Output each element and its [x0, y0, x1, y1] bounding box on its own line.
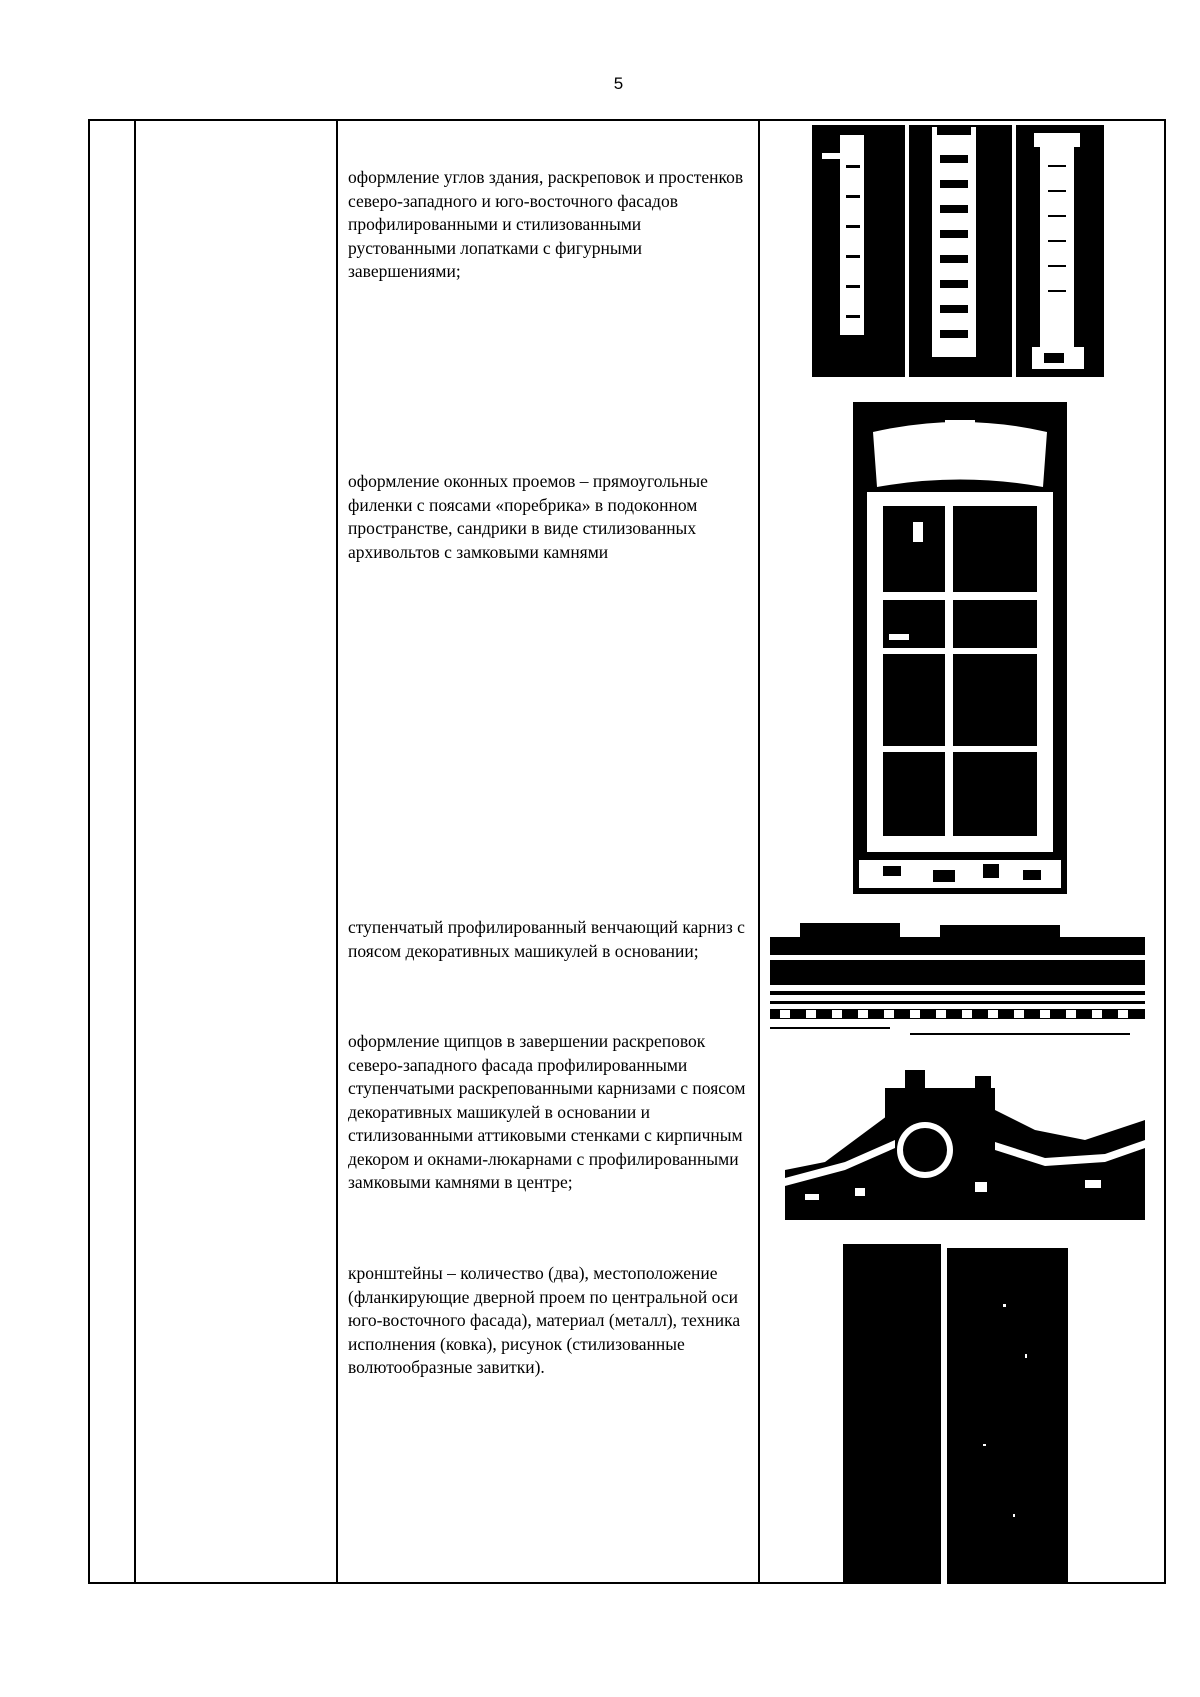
column-divider [134, 121, 136, 1582]
photo-gable [785, 1070, 1145, 1220]
photo-crowning-cornice [770, 915, 1145, 1043]
item-description: кронштейны – количество (два), местоположение (фланкирующие дверной проем по центральной оси юго-восточного фасада), материал (металл), техника исполнения (ковка), рисунок (стилизованные волютообразные завитки). [348, 1263, 741, 1377]
photo-brackets [843, 1244, 1068, 1584]
photo-rusticated-pilasters [812, 125, 1104, 377]
item-description: оформление щипцов в завершении раскреповок северо-западного фасада профилированными ступенчатыми раскрепованными карнизами с поясом декоративных машикулей в основании и стилизованными аттиковыми стенками с кирпичным декором и окнами-люкарнами с профилированными замковыми камнями в центре; [348, 1031, 746, 1192]
item-description: оформление углов здания, раскреповок и простенков северо-западного и юго-восточного фасадов профилированными и стилизованными рустованными лопатками с фигурными завершениями; [348, 167, 744, 281]
column-divider [758, 121, 760, 1582]
photo-window-opening [853, 402, 1067, 894]
page-number: 5 [613, 74, 624, 93]
column-divider [336, 121, 338, 1582]
item-description: оформление оконных проемов – прямоугольные филенки с поясами «поребрика» в подоконном пространстве, сандрики в виде стилизованных архивольтов с замковыми камнями [348, 471, 708, 562]
item-description: ступенчатый профилированный венчающий карниз с поясом декоративных машикулей в основании; [348, 917, 745, 961]
